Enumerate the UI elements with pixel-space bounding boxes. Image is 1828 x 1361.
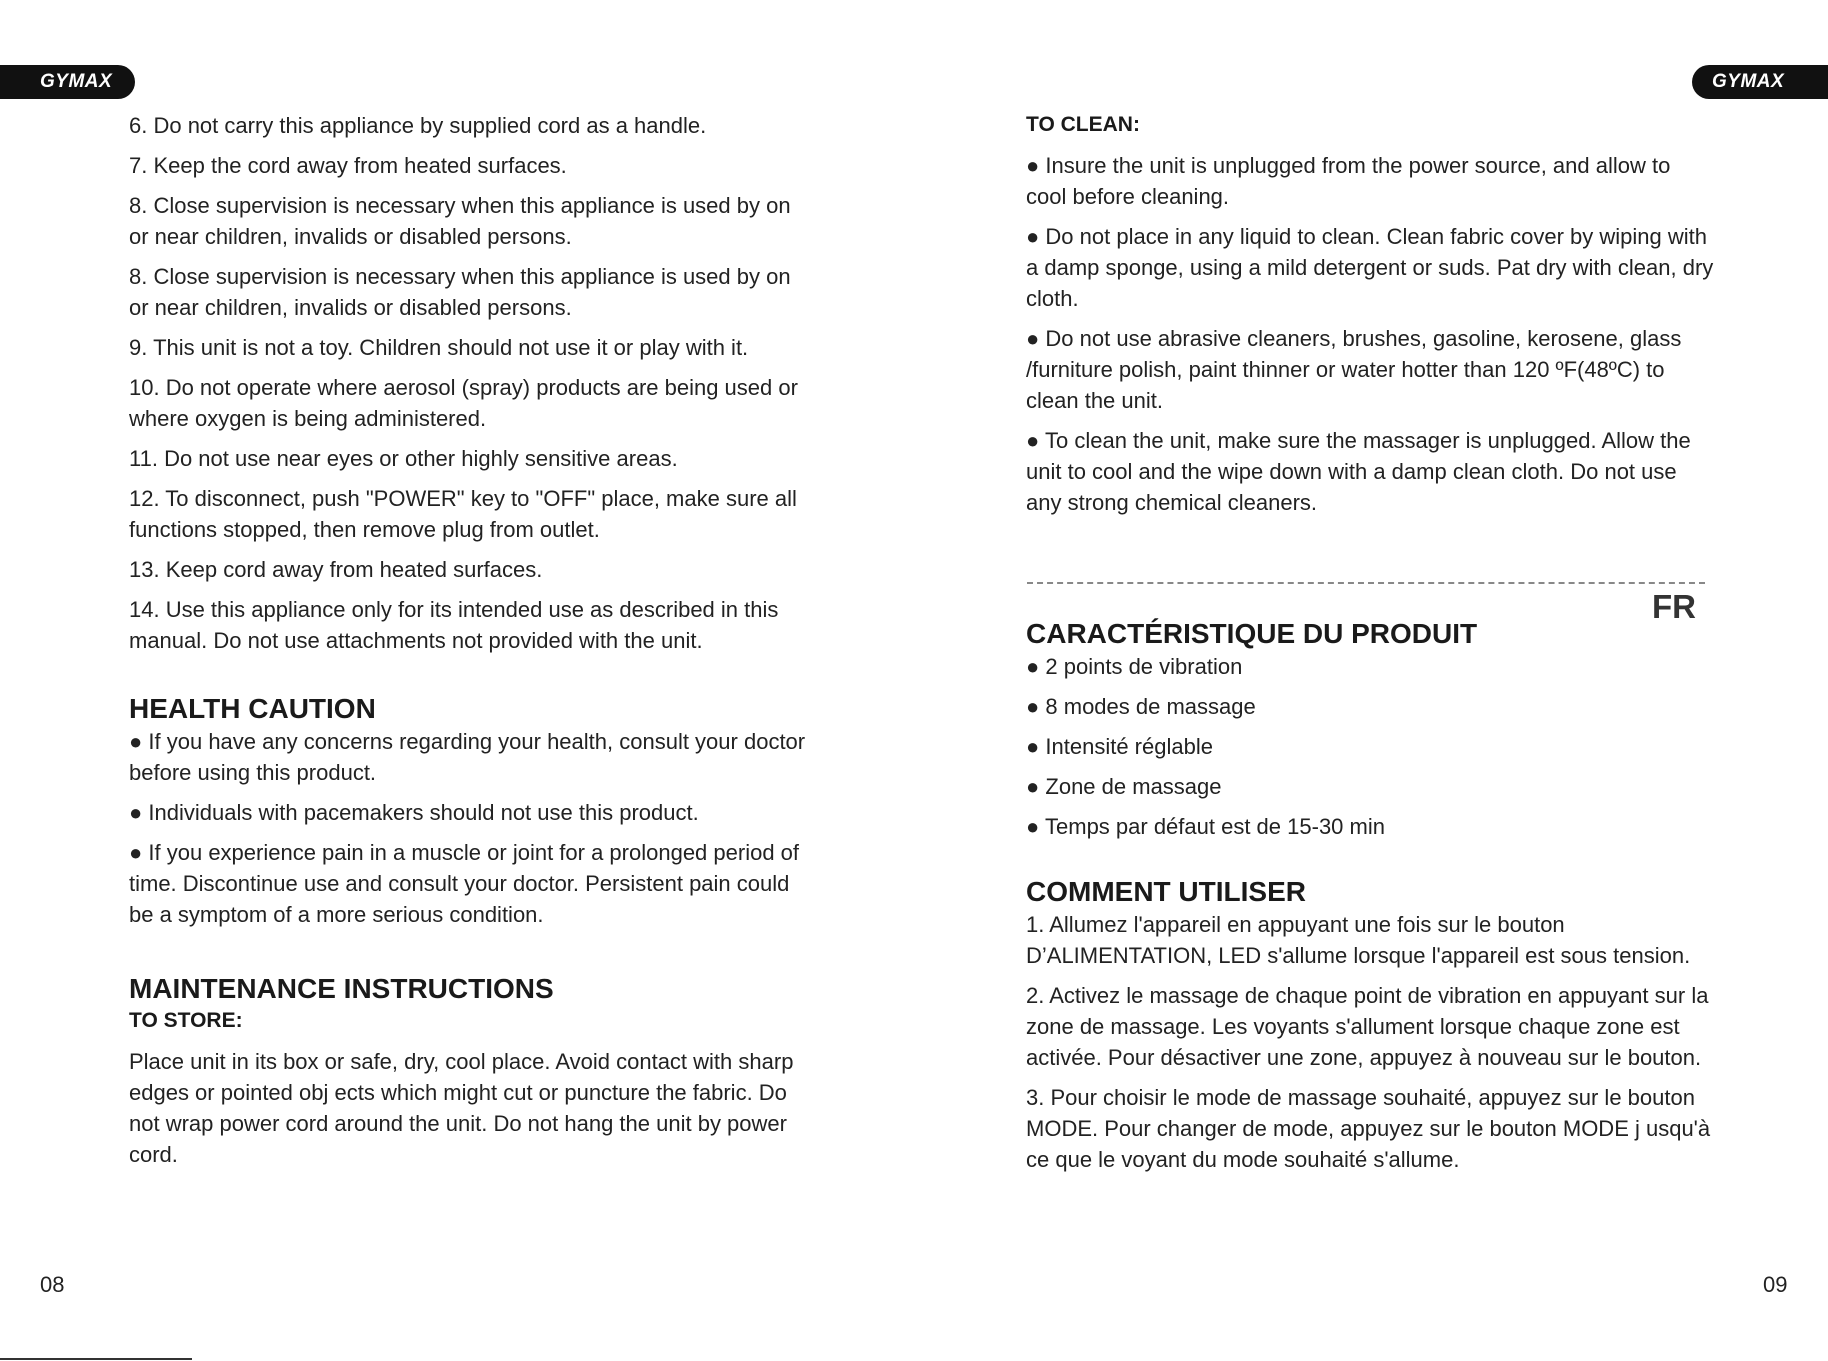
safety-item: 6. Do not carry this appliance by supplied cord as a handle. — [129, 113, 707, 138]
usage-heading: COMMENT UTILISER — [1026, 876, 1306, 907]
feature-item: ● Zone de massage — [1026, 774, 1222, 799]
safety-item: 8. Close supervision is necessary when this appliance is used by on or near children, invalids or disabled persons. — [129, 264, 791, 320]
safety-item: 13. Keep cord away from heated surfaces. — [129, 557, 543, 582]
store-text: Place unit in its box or safe, dry, cool place. Avoid contact with sharp edges or pointed obj ects which might cut or puncture the fabric. Do not wrap power cord around the unit. Do not hang the unit by power cord. — [129, 1049, 794, 1167]
page-number-left: 08 — [40, 1272, 65, 1297]
maintenance-heading: MAINTENANCE INSTRUCTIONS — [129, 973, 554, 1004]
footer-line — [0, 1358, 192, 1360]
french-section — [1026, 617, 1716, 1184]
page-number-right: 09 — [1763, 1272, 1788, 1297]
features-heading: CARACTÉRISTIQUE DU PRODUIT — [1026, 618, 1478, 649]
clean-item: ● Do not place in any liquid to clean. Clean fabric cover by wiping with a damp sponge, using a mild detergent or suds. Pat dry with clean, dry cloth. — [1026, 224, 1714, 311]
health-item: ● If you experience pain in a muscle or joint for a prolonged period of time. Discontinue use and consult your doctor. Persistent pain could be a symptom of a more serious condition. — [129, 840, 800, 927]
brand-logo-left: GYMAX — [0, 65, 135, 99]
safety-item: 10. Do not operate where aerosol (spray) products are being used or where oxygen is being administered. — [129, 375, 798, 431]
feature-item: ● Intensité réglable — [1026, 734, 1213, 759]
safety-item: 9. This unit is not a toy. Children should not use it or play with it. — [129, 335, 749, 360]
clean-item: ● To clean the unit, make sure the massager is unplugged. Allow the unit to cool and the wipe down with a damp clean cloth. Do not use any strong chemical cleaners. — [1026, 428, 1691, 515]
usage-item: 1. Allumez l'appareil en appuyant une fois sur le bouton D’ALIMENTATION, LED s'allume lorsque l'appareil est sous tension. — [1026, 912, 1691, 968]
feature-item: ● Temps par défaut est de 15-30 min — [1026, 814, 1385, 839]
clean-item: ● Insure the unit is unplugged from the power source, and allow to cool before cleaning. — [1026, 153, 1671, 209]
brand-logo-right: GYMAX — [1692, 65, 1828, 99]
left-page-column — [129, 110, 809, 1179]
safety-item: 11. Do not use near eyes or other highly sensitive areas. — [129, 446, 678, 471]
health-caution-heading: HEALTH CAUTION — [129, 693, 376, 724]
to-clean-heading: TO CLEAN: — [1026, 113, 1140, 136]
usage-item: 2. Activez le massage de chaque point de vibration en appuyant sur la zone de massage. Les voyants s'allument lorsque chaque zone est activée. Pour désactiver une zone, appuyez à nouveau sur le bouton. — [1026, 983, 1709, 1070]
safety-item: 12. To disconnect, push "POWER" key to "OFF" place, make sure all functions stopped, then remove plug from outlet. — [129, 486, 797, 542]
language-label: FR — [1652, 588, 1696, 625]
usage-item: 3. Pour choisir le mode de massage souhaité, appuyez sur le bouton MODE. Pour changer de mode, appuyez sur le bouton MODE j usqu'à ce que le voyant du mode souhaité s'allume. — [1026, 1085, 1711, 1172]
safety-item: 7. Keep the cord away from heated surfaces. — [129, 153, 567, 178]
health-item: ● Individuals with pacemakers should not use this product. — [129, 800, 699, 825]
feature-item: ● 2 points de vibration — [1026, 654, 1243, 679]
section-divider — [1027, 582, 1705, 584]
safety-item: 14. Use this appliance only for its intended use as described in this manual. Do not use attachments not provided with the unit. — [129, 597, 779, 653]
health-item: ● If you have any concerns regarding your health, consult your doctor before using this product. — [129, 729, 806, 785]
feature-item: ● 8 modes de massage — [1026, 694, 1256, 719]
clean-item: ● Do not use abrasive cleaners, brushes, gasoline, kerosene, glass /furniture polish, paint thinner or water hotter than 120 ºF(48ºC) to clean the unit. — [1026, 326, 1682, 413]
right-page-column — [1026, 110, 1716, 527]
safety-item: 8. Close supervision is necessary when this appliance is used by on or near children, invalids or disabled persons. — [129, 193, 791, 249]
to-store-heading: TO STORE: — [129, 1009, 243, 1032]
